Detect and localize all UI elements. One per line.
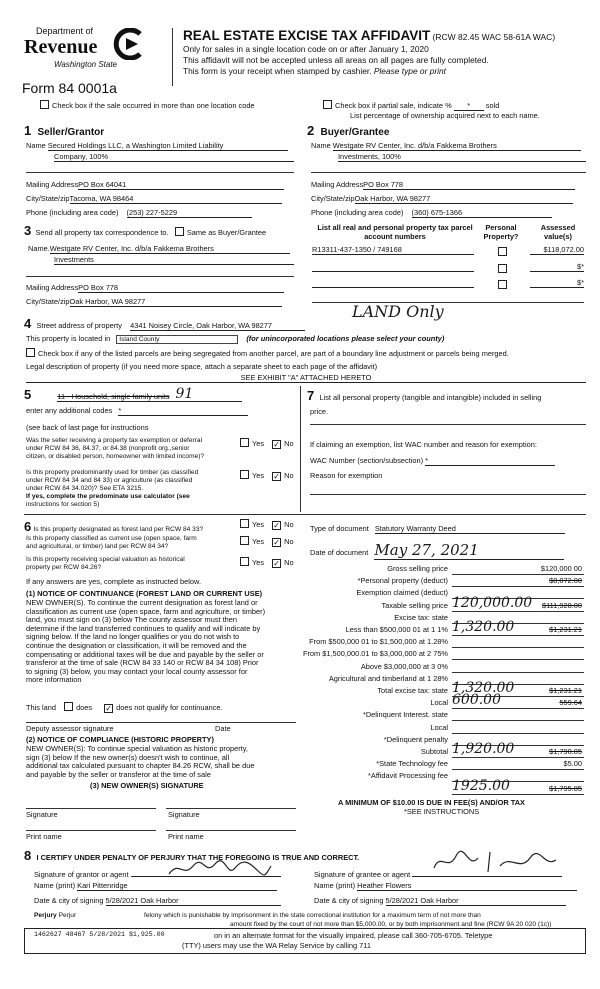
sec6-q2-no-label: No xyxy=(284,537,294,546)
form-number: Form 84 0001a xyxy=(22,80,117,96)
tax-row-12-label: Local xyxy=(430,698,448,708)
tax-row-6-value[interactable]: $1,231.21 xyxy=(549,625,582,634)
sec6-q2-yes-checkbox[interactable] xyxy=(240,536,249,545)
tax-row-11-handwritten[interactable]: 1,320.00 xyxy=(452,680,515,696)
sec3-mail-row xyxy=(26,283,284,293)
header-line-1: Only for sales in a single location code on or after January 1, 2020 xyxy=(183,44,429,54)
multiple-locations-label: Check box if the sale occurred in more than one location code xyxy=(52,101,255,110)
parcel-row-1-personal-checkbox[interactable] xyxy=(498,247,507,256)
sec3-city-row xyxy=(26,297,282,307)
parcel-col-assessed: Assessed value(s) xyxy=(540,223,576,241)
nc-line-8: transferor at the time of sale (RCW 84 33 140 or RCW 84 34 108) Prior xyxy=(26,658,259,668)
sec6-num: 6 xyxy=(24,519,32,534)
grantor-signature-scribble xyxy=(165,856,275,882)
legal-description-field[interactable]: SEE EXHIBIT "A" ATTACHED HERETO xyxy=(26,373,586,383)
sec5-code-row xyxy=(24,387,242,402)
tax-row-19-value[interactable]: $1,795.85 xyxy=(549,783,582,793)
tax-row-8-label: From $1,500,000.01 to $3,000,000 at 2 75% xyxy=(302,649,448,659)
alt-format-text: on in an alternate format for the visually impaired, please call 360-705-6705. Teletype xyxy=(214,931,493,940)
sec5-q2-yes-label: Yes xyxy=(252,471,265,480)
parcel-row-3-number[interactable] xyxy=(312,278,474,288)
seller-city-label: City/State/zip xyxy=(26,194,70,203)
grantor-name-label: Name (print) xyxy=(34,881,76,890)
header-line-3 xyxy=(183,66,446,76)
tax-correspondence-heading xyxy=(24,223,266,238)
sec8-num: 8 xyxy=(24,848,32,863)
perjury-text-1: felony which is punishable by imprisonment in the state correctional institution for a maximum term of not more than xyxy=(144,912,481,919)
tax-row-5-label: Excise tax: state xyxy=(394,612,448,622)
grantor-date-row xyxy=(34,896,281,906)
partial-sold-label: sold xyxy=(485,101,500,110)
tax-row-13-label: *Delinquent Interest. state xyxy=(362,710,448,720)
grantee-date-label: Date & city of signing xyxy=(314,896,384,905)
sec6-q1-answers xyxy=(240,519,294,530)
sec6-q3-line-2: property per RCW 84.26? xyxy=(26,564,102,571)
sec6-q2-yes-label: Yes xyxy=(252,537,265,546)
tax-row-10-label: Agricultural and timberland at 1 28% xyxy=(328,673,448,683)
header-line-3-text: This form is your receipt when stamped by cashier. xyxy=(183,66,372,76)
sec5-q1-line-1: Was the seller receiving a property tax exemption or deferral xyxy=(26,437,203,444)
revenue-logo-icon xyxy=(110,28,146,60)
tax-row-4-label: Taxable selling price xyxy=(381,600,448,610)
buyer-city-row xyxy=(311,194,573,204)
wac-label: WAC Number (section/subsection) xyxy=(310,456,424,465)
header-line-3-italic: Please type or print xyxy=(373,66,447,76)
tax-row-6-label: Less than $500,000 01 at 1 1% xyxy=(345,625,448,634)
perjury-line-1 xyxy=(34,912,481,919)
nc-line-1: NEW OWNER(S). To continue the current designation as forest land or xyxy=(26,598,258,607)
same-as-buyer-checkbox[interactable] xyxy=(175,227,184,236)
tax-row-19-handwritten[interactable]: 1925.00 xyxy=(452,777,510,794)
grantee-signature-scribble xyxy=(430,848,560,876)
additional-codes-label: enter any additional codes xyxy=(26,406,113,415)
sec5-q1-line-3: citizen, or disabled person, homeowner with limited income)? xyxy=(26,453,205,460)
parcel-col-numbers: List all real and personal property tax parcel account numbers xyxy=(317,223,473,241)
sec4-address-field[interactable]: 4341 Noisey Circle, Oak Harbor, WA 98277 xyxy=(130,321,305,331)
notice-continuance-body xyxy=(26,599,265,685)
partial-sale-label: Check box if partial sale, indicate % xyxy=(335,101,452,110)
sec5-q2 xyxy=(26,469,198,509)
grantor-date-field[interactable]: 5/28/2021 Oak Harbor xyxy=(106,896,281,906)
seller-mail-label: Mailing Address xyxy=(26,180,79,189)
parcel-row-1-number[interactable]: R13311-437-1350 / 749168 xyxy=(312,245,474,255)
sec3-name-row xyxy=(28,244,290,254)
parcel-row-3-personal-checkbox[interactable] xyxy=(498,280,507,289)
doc-type-row xyxy=(310,524,565,534)
sec5-q2-line-3: under RCW 84 34.020)? See ETA 3215. xyxy=(26,485,144,492)
seller-heading xyxy=(24,123,104,138)
seller-name-row xyxy=(26,141,288,151)
sec4-address-row xyxy=(24,316,305,331)
revenue-wordmark: Revenue xyxy=(24,36,98,58)
sec3-city-field[interactable]: Oak Harbor, WA 98277 xyxy=(70,297,282,307)
sec3-heading-text: Send all property tax correspondence to. xyxy=(35,228,169,237)
dept-of-label: Department of xyxy=(36,26,94,36)
sec6-if-yes: If any answers are yes, complete as instructed below. xyxy=(26,577,201,586)
sec6-q3-answers xyxy=(240,557,294,568)
unincorp-note: (for unincorporated locations please select your county) xyxy=(246,334,445,343)
tax-row-18-label: *Affidavit Processing fee xyxy=(368,771,448,781)
tax-row-6-handwritten[interactable]: 1,320.00 xyxy=(452,619,515,635)
doc-date-row xyxy=(310,541,564,560)
sec6-q1-yes-label: Yes xyxy=(252,520,265,529)
sec6-q1-no-checkbox[interactable] xyxy=(272,521,281,530)
this-land-label: This land xyxy=(26,703,56,712)
tax-row-17-value[interactable]: $5.00 xyxy=(563,759,582,769)
sec6-q2-line-2: and agricultural, or timber) land per RCW 84 34? xyxy=(26,543,169,550)
see-back-label: (see back of last page for instructions xyxy=(26,423,149,432)
grantee-name-field[interactable]: Heather Flowers xyxy=(357,881,577,891)
buyer-section-num: 2 xyxy=(307,123,315,138)
sec5-q1-line-2: under RCW 84 36, 84.37, or 84.38 (nonprofit org.,senior xyxy=(26,445,190,452)
nc-line-5: signing below. If the land no longer qualifies or you do not wish to xyxy=(26,632,240,642)
parcel-col-personal: Personal Property? xyxy=(483,223,519,241)
form-title-main: REAL ESTATE EXCISE TAX AFFIDAVIT xyxy=(183,28,431,43)
relay-text: (TTY) users may use the WA Relay Service by calling 711 xyxy=(182,941,371,950)
ncp-line-1: NEW OWNER(S): To continue special valuation as historic property, xyxy=(26,744,248,753)
multiple-locations-checkbox[interactable] xyxy=(40,100,49,109)
seller-phone-row xyxy=(26,208,252,218)
tax-row-1-value[interactable]: $120,000 00 xyxy=(540,564,582,573)
buyer-phone-label: Phone (including area code) xyxy=(311,208,404,217)
sec7-text-2: price. xyxy=(310,407,329,416)
grantor-date-label: Date & city of signing xyxy=(34,896,104,905)
nc-line-3: land, you must sign on (3) below The county assessor must then xyxy=(26,615,238,625)
sec6-q3-no-checkbox[interactable] xyxy=(272,559,281,568)
seller-mail-row xyxy=(26,180,284,190)
sec5-q1-no-checkbox[interactable] xyxy=(272,440,281,449)
grantee-sig-label: Signature of grantee or agent xyxy=(314,870,411,879)
seller-city-field[interactable]: Tacoma, WA 98464 xyxy=(70,194,282,204)
tax-row-1-label: Gross selling price xyxy=(387,564,448,573)
grantee-date-row xyxy=(314,896,566,906)
sec6-q2 xyxy=(26,535,197,551)
partial-pct-field[interactable]: * xyxy=(454,101,484,111)
sec6-q1-no-label: No xyxy=(284,520,294,529)
buyer-name-2[interactable]: Investments, 100% xyxy=(338,152,586,162)
new-owner-print-2: Print name xyxy=(168,832,204,841)
buyer-phone-field[interactable]: (360) 675-1366 xyxy=(412,208,552,218)
new-owner-signature-2: Signature xyxy=(168,810,200,819)
nc-line-4: determine if the land transferred continues to qualify and will indicate by xyxy=(26,623,261,633)
multiple-locations-check[interactable] xyxy=(40,100,255,110)
sec5-q2-line-4: If yes, complete the predominate use calculator (see xyxy=(26,493,190,500)
segregated-checkbox[interactable] xyxy=(26,348,35,357)
buyer-mail-row xyxy=(311,180,575,190)
does-not-label: does not qualify for continuance. xyxy=(116,703,223,712)
land-use-code-struck[interactable]: 11 - Household, single family units xyxy=(57,392,170,401)
sec5-q2-answers xyxy=(240,470,294,481)
tax-row-16-value[interactable]: $1,790.85 xyxy=(549,747,582,756)
see-instructions-text: *SEE INSTRUCTIONS xyxy=(404,807,480,816)
seller-section-num: 1 xyxy=(24,123,32,138)
seller-name-label: Name xyxy=(26,141,46,150)
buyer-mail-label: Mailing Address xyxy=(311,180,364,189)
same-as-buyer-label: Same as Buyer/Grantee xyxy=(186,228,267,237)
buyer-heading xyxy=(307,123,389,138)
sec6-q3-no-label: No xyxy=(284,558,294,567)
exemption-claim-label: If claiming an exemption, list WAC number and reason for exemption: xyxy=(310,440,537,449)
grantee-name-row xyxy=(314,881,577,891)
segregated-label: Check box if any of the listed parcels are being segregated from another parcel, are part of a boundary line adjustment or parcels being merged. xyxy=(38,349,509,358)
new-owner-signature-1: Signature xyxy=(26,810,58,819)
tax-row-15-label: *Delinquent penalty xyxy=(383,734,448,744)
form-title-rcw: (RCW 82.45 WAC 58-61A WAC) xyxy=(432,32,556,42)
land-only-note: LAND Only xyxy=(352,302,444,321)
tax-row-12-handwritten[interactable]: 600.00 xyxy=(452,692,501,709)
tax-row-7-label: From $500,000 01 to $1,500,000 at 1.28% xyxy=(309,637,448,647)
does-qualify-checkbox[interactable] xyxy=(64,702,73,711)
sec7-text-1: List all personal property (tangible and intangible) included in selling xyxy=(319,393,542,402)
sec6-q1-yes-checkbox[interactable] xyxy=(240,519,249,528)
grantor-name-field[interactable]: Kari Pittenridge xyxy=(77,881,277,891)
buyer-heading-text: Buyer/Grantee xyxy=(320,127,390,138)
sec5-q1-yes-label: Yes xyxy=(252,439,265,448)
sec4-address-label: Street address of property xyxy=(36,321,122,330)
grantor-sig-label: Signature of grantor or agent xyxy=(34,870,129,879)
tax-row-17-label: *State Technology fee xyxy=(376,759,448,769)
seller-heading-text: Seller/Grantor xyxy=(37,127,105,138)
does-not-qualify-checkbox[interactable] xyxy=(104,704,113,713)
nc-line-7: compensating or additional taxes will be due and payable by the seller or xyxy=(26,649,264,659)
doc-date-label: Date of document xyxy=(310,548,369,557)
notice-compliance-heading: (2) NOTICE OF COMPLIANCE (HISTORIC PROPERTY) xyxy=(26,735,214,744)
wac-field[interactable]: * xyxy=(425,456,555,466)
sec6-q3-yes-checkbox[interactable] xyxy=(240,557,249,566)
tax-row-11-value[interactable]: $1,231.21 xyxy=(549,686,582,695)
certify-text: I CERTIFY UNDER PENALTY OF PERJURY THAT THE FOREGOING IS TRUE AND CORRECT. xyxy=(36,853,360,862)
buyer-city-field[interactable]: Oak Harbor, WA 98277 xyxy=(355,194,573,204)
sec5-q2-no-checkbox[interactable] xyxy=(272,472,281,481)
perjury-label: Perjury xyxy=(34,912,57,919)
deputy-date-label: Date xyxy=(215,724,231,733)
grantor-name-row xyxy=(34,881,277,891)
partial-sale-checkbox[interactable] xyxy=(323,100,332,109)
county-select[interactable]: Island County xyxy=(116,335,238,344)
sec3-name-2[interactable]: Investments xyxy=(54,255,294,265)
new-owner-print-1: Print name xyxy=(26,832,62,841)
tax-row-16-handwritten[interactable]: 1,920.00 xyxy=(452,741,515,757)
seller-name-1[interactable]: Secured Holdings LLC, a Washington Limited Liability xyxy=(48,141,288,151)
sec3-name-1[interactable]: Westgate RV Center, Inc. d/b/a Fakkema Brothers xyxy=(50,244,290,254)
parcel-row-2-value[interactable]: $* xyxy=(530,262,584,272)
does-label: does xyxy=(76,703,93,712)
form-title xyxy=(183,28,555,43)
buyer-phone-row xyxy=(311,208,552,218)
doc-date-field[interactable]: May 27, 2021 xyxy=(374,541,564,560)
sec6-q2-line-1: Is this property classified as current use (open space, farm xyxy=(26,535,197,542)
buyer-name-row xyxy=(311,141,581,151)
tax-row-3-label: Exemption claimed (deduct) xyxy=(356,588,448,598)
sec5-q1-answers xyxy=(240,438,294,449)
doc-type-field[interactable]: Statutory Warranty Deed xyxy=(375,524,565,534)
nc-line-6: continue the designation or classification, it will be removed and the xyxy=(26,640,247,650)
notice-compliance-body xyxy=(26,745,254,779)
sec6-q3-line-1: Is this property receiving special valuation as historical xyxy=(26,556,185,563)
buyer-name-label: Name xyxy=(311,141,331,150)
tax-row-16-label: Subtotal xyxy=(420,747,448,756)
grantee-name-label: Name (print) xyxy=(314,881,356,890)
tax-row-12-value[interactable]: 559.64 xyxy=(559,698,582,708)
minimum-notice xyxy=(338,798,525,816)
nc-line-10: more information xyxy=(26,675,82,685)
ncp-line-2: sign (3) below If the new owner(s) doesn't wish to continue, all xyxy=(26,752,230,762)
minimum-due-text: A MINIMUM OF $10.00 IS DUE IN FEE(S) AND/OR TAX xyxy=(338,798,525,807)
sec4-num: 4 xyxy=(24,316,32,331)
seller-name-2[interactable]: Company, 100% xyxy=(54,152,294,162)
sec4-location-row xyxy=(26,334,444,344)
qualify-row xyxy=(26,702,223,713)
parcel-row-3-value[interactable]: $* xyxy=(530,278,584,288)
sec5-q2-no-label: No xyxy=(284,471,294,480)
tax-row-11-label: Total excise tax: state xyxy=(377,686,448,695)
new-owner-signature-heading: (3) NEW OWNER(S) SIGNATURE xyxy=(90,781,204,790)
cashier-stamp: 1462627 48467 5/28/2021 $1,925.00 xyxy=(34,931,165,938)
washington-state-label: Washington State xyxy=(54,60,118,69)
grantee-date-field[interactable]: 5/28/2021 Oak Harbor xyxy=(386,896,566,906)
nc-line-9: to signing (3) below, you may contact your local county assessor for xyxy=(26,666,248,676)
header-line-2: This affidavit will not be accepted unless all areas on all pages are fully completed. xyxy=(183,55,489,65)
sec5-num: 5 xyxy=(24,387,32,402)
seller-phone-label: Phone (including area code) xyxy=(26,208,119,217)
sec5-q2-line-1: Is this property predominantly used for timber (as classified xyxy=(26,469,199,476)
seller-city-row xyxy=(26,194,282,204)
sec6-q1-text: Is this property designated as forest land per RCW 84 33? xyxy=(33,526,204,533)
sec5-q1-yes-checkbox[interactable] xyxy=(240,438,249,447)
sec5-q1-no-label: No xyxy=(284,439,294,448)
sec6-q1 xyxy=(24,519,203,534)
additional-codes-row xyxy=(26,406,248,416)
sec7-heading xyxy=(307,388,541,403)
partial-sub-label: List percentage of ownership acquired next to each name. xyxy=(350,111,540,120)
parcel-row-2-number[interactable] xyxy=(312,262,474,272)
perjury-text-2: amount fixed by the court of not more than $5,000.00, or by both imprisonment and fine (RCW 9A 20 020 (1c)) xyxy=(230,921,552,928)
sec6-q2-answers xyxy=(240,536,294,547)
notice-continuance-heading: (1) NOTICE OF CONTINUANCE (FOREST LAND OR CURRENT USE) xyxy=(26,589,263,598)
sec7-num: 7 xyxy=(307,388,315,403)
tax-row-2-value[interactable]: $8,072.00 xyxy=(549,576,582,586)
tax-row-4-handwritten[interactable]: 120,000.00 xyxy=(452,594,533,611)
legal-description-label: Legal description of property (if you need more space, attach a separate sheet to each page of the affidavit) xyxy=(26,362,378,371)
wac-row xyxy=(310,456,555,466)
sec3-mail-field[interactable]: PO Box 778 xyxy=(78,283,284,293)
tax-row-4-value[interactable]: $111,928.00 xyxy=(541,600,582,610)
land-use-code-handwritten: 91 xyxy=(175,386,194,402)
seller-mail-field[interactable]: PO Box 64041 xyxy=(78,180,284,190)
sec3-num: 3 xyxy=(24,223,32,238)
seller-phone-field[interactable]: (253) 227-5229 xyxy=(127,208,252,218)
sec5-q2-yes-checkbox[interactable] xyxy=(240,470,249,479)
segregated-check[interactable] xyxy=(26,348,509,358)
ncp-line-4: and payable by the seller or transferor at the time of sale xyxy=(26,769,211,779)
tax-row-14-label: Local xyxy=(430,722,448,732)
doc-type-label: Type of document xyxy=(310,524,369,533)
sec5-q1 xyxy=(26,437,204,461)
sec6-q3 xyxy=(26,556,185,572)
sec6-q2-no-checkbox[interactable] xyxy=(272,538,281,547)
sec6-q3-yes-label: Yes xyxy=(252,558,265,567)
sec3-mail-label: Mailing Address xyxy=(26,283,79,292)
sec3-name-label: Name. xyxy=(28,244,50,253)
sec4-located-label: This property is located in xyxy=(26,334,111,343)
additional-codes-field[interactable]: * xyxy=(118,406,248,416)
parcel-row-1-value[interactable]: $118,072.00 xyxy=(530,245,584,255)
sec5-q2-line-2: under RCW 84 34 and 84 33) or agriculture (as classified xyxy=(26,477,193,484)
nc-line-2: classification as current use (open space, farm and agriculture, or timber) xyxy=(26,606,266,616)
buyer-mail-field[interactable]: PO Box 778 xyxy=(363,180,575,190)
parcel-row-2-personal-checkbox[interactable] xyxy=(498,264,507,273)
sec3-city-label: City/State/zip xyxy=(26,297,70,306)
sec5-q2-line-5: instructions for section 5) xyxy=(26,501,100,508)
agency-logo xyxy=(24,24,174,82)
ncp-line-3: additional tax calculated pursuant to chapter 84.26 RCW, shall be due xyxy=(26,761,255,771)
buyer-city-label: City/State/zip xyxy=(311,194,355,203)
exemption-reason-label: Reason for exemption xyxy=(310,471,383,480)
partial-sale-check[interactable] xyxy=(323,100,499,111)
deputy-signature-label: Deputy assessor signature xyxy=(26,724,114,733)
perjury-label-2: Perjur xyxy=(58,912,77,919)
tax-row-2-label: *Personal property (deduct) xyxy=(357,576,448,586)
tax-row-9-label: Above $3,000,000 at 3 0% xyxy=(360,661,448,671)
buyer-name-1[interactable]: Westgate RV Center, Inc. d/b/a Fakkema Brothers xyxy=(333,141,581,151)
